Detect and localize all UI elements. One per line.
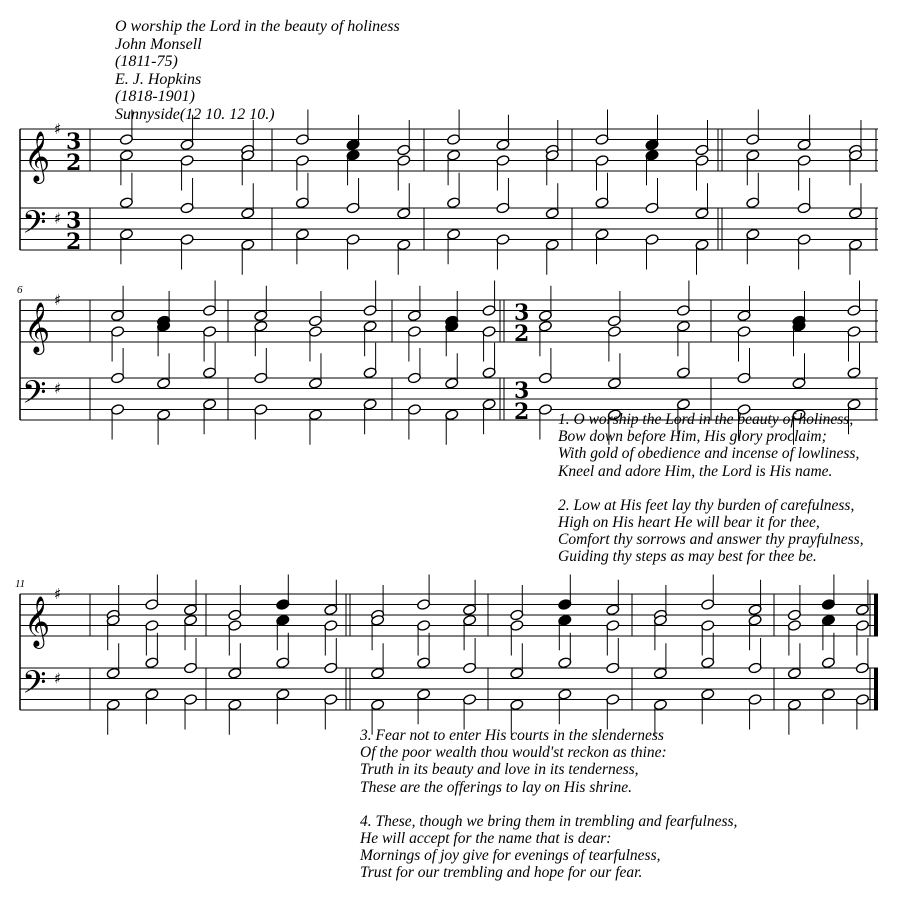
note-head bbox=[180, 155, 194, 167]
measure-number: 6 bbox=[17, 284, 23, 296]
note-head bbox=[183, 694, 197, 706]
note-head bbox=[701, 688, 715, 700]
note-head bbox=[417, 688, 431, 700]
note-head bbox=[407, 310, 421, 322]
note-head bbox=[797, 202, 811, 214]
note-head bbox=[203, 367, 217, 379]
note-head bbox=[558, 614, 572, 626]
author-name: John Monsell bbox=[115, 35, 202, 53]
note-head bbox=[855, 620, 869, 632]
note-head bbox=[346, 234, 360, 246]
measure-number: 11 bbox=[15, 578, 26, 590]
note-head bbox=[407, 326, 421, 338]
note-head bbox=[111, 372, 125, 384]
note-head bbox=[595, 134, 609, 146]
note-head bbox=[397, 155, 411, 167]
note-head bbox=[241, 207, 255, 219]
note-head bbox=[417, 599, 431, 611]
treble-clef-icon: 𝄞 bbox=[24, 302, 51, 353]
note-head bbox=[228, 620, 242, 632]
hymn-title: O worship the Lord in the beauty of holiness bbox=[115, 18, 400, 35]
sharp-icon: ♯ bbox=[54, 585, 62, 603]
note-head bbox=[228, 667, 242, 679]
note-head bbox=[447, 134, 461, 146]
note-head bbox=[119, 228, 133, 240]
note-head bbox=[308, 377, 322, 389]
note-head bbox=[737, 310, 751, 322]
note-head bbox=[496, 139, 510, 151]
note-head bbox=[276, 657, 290, 669]
note-head bbox=[821, 599, 835, 611]
note-head bbox=[228, 609, 242, 621]
note-head bbox=[145, 657, 159, 669]
note-head bbox=[545, 239, 559, 251]
note-head bbox=[106, 667, 120, 679]
note-head bbox=[676, 305, 690, 317]
note-head bbox=[676, 367, 690, 379]
note-head bbox=[821, 614, 835, 626]
note-head bbox=[371, 699, 385, 711]
note-head bbox=[746, 228, 760, 240]
note-head bbox=[855, 662, 869, 674]
note-head bbox=[695, 155, 709, 167]
note-head bbox=[119, 149, 133, 161]
note-head bbox=[183, 614, 197, 626]
note-head bbox=[111, 326, 125, 338]
note-head bbox=[417, 657, 431, 669]
sharp-icon: ♯ bbox=[54, 669, 62, 688]
note-head bbox=[324, 620, 338, 632]
note-head bbox=[145, 688, 159, 700]
note-head bbox=[203, 305, 217, 317]
composer-name: E. J. Hopkins bbox=[115, 70, 202, 88]
note-head bbox=[787, 699, 801, 711]
note-head bbox=[510, 620, 524, 632]
note-head bbox=[417, 620, 431, 632]
note-head bbox=[676, 320, 690, 332]
note-head bbox=[324, 604, 338, 616]
verse-line: Of the poor wealth thou would'st reckon as thine: bbox=[360, 744, 667, 762]
note-head bbox=[748, 662, 762, 674]
time-signature-top: 3 bbox=[514, 378, 530, 404]
note-head bbox=[371, 667, 385, 679]
note-head bbox=[558, 599, 572, 611]
note-head bbox=[746, 149, 760, 161]
note-head bbox=[737, 372, 751, 384]
time-signature-top: 3 bbox=[514, 300, 530, 326]
note-head bbox=[787, 620, 801, 632]
note-head bbox=[482, 367, 496, 379]
note-head bbox=[157, 377, 171, 389]
note-head bbox=[276, 599, 290, 611]
note-head bbox=[746, 134, 760, 146]
note-head bbox=[538, 320, 552, 332]
note-head bbox=[645, 149, 659, 161]
verse-line: High on His heart He will bear it for thee, bbox=[558, 514, 820, 532]
note-head bbox=[241, 239, 255, 251]
note-head bbox=[701, 599, 715, 611]
note-head bbox=[363, 398, 377, 410]
verse-line: 2. Low at His feet lay thy burden of carefulness, bbox=[558, 496, 855, 514]
note-head bbox=[254, 404, 268, 416]
note-head bbox=[606, 620, 620, 632]
sharp-icon: ♯ bbox=[54, 291, 62, 309]
verse-line: 1. O worship the Lord in the beauty of holiness, bbox=[558, 411, 854, 428]
note-head bbox=[482, 305, 496, 317]
note-head bbox=[254, 320, 268, 332]
note-head bbox=[748, 694, 762, 706]
note-head bbox=[787, 667, 801, 679]
note-head bbox=[606, 694, 620, 706]
time-signature-bottom: 2 bbox=[514, 399, 530, 425]
note-head bbox=[510, 609, 524, 621]
note-head bbox=[748, 604, 762, 616]
note-head bbox=[111, 310, 125, 322]
note-head bbox=[447, 197, 461, 209]
note-head bbox=[695, 207, 709, 219]
verse-block-3-4 bbox=[360, 727, 737, 882]
note-head bbox=[821, 657, 835, 669]
note-head bbox=[106, 699, 120, 711]
note-head bbox=[445, 409, 459, 421]
note-head bbox=[203, 326, 217, 338]
note-head bbox=[606, 662, 620, 674]
note-head bbox=[797, 139, 811, 151]
note-head bbox=[324, 662, 338, 674]
note-head bbox=[407, 404, 421, 416]
bass-clef-icon: 𝄢 bbox=[22, 374, 47, 418]
author-dates: (1811-75) bbox=[115, 53, 178, 70]
note-head bbox=[737, 326, 751, 338]
note-head bbox=[510, 699, 524, 711]
note-head bbox=[538, 404, 552, 416]
note-head bbox=[847, 305, 861, 317]
treble-clef-icon: 𝄞 bbox=[24, 596, 51, 647]
note-head bbox=[538, 310, 552, 322]
note-head bbox=[308, 315, 322, 327]
note-head bbox=[595, 155, 609, 167]
note-head bbox=[346, 202, 360, 214]
note-head bbox=[545, 207, 559, 219]
note-head bbox=[228, 699, 242, 711]
note-head bbox=[653, 667, 667, 679]
note-head bbox=[308, 326, 322, 338]
note-head bbox=[496, 234, 510, 246]
verse-line: Guiding thy steps as may best for thee be. bbox=[558, 548, 817, 566]
note-head bbox=[595, 228, 609, 240]
note-head bbox=[701, 620, 715, 632]
note-head bbox=[558, 688, 572, 700]
note-head bbox=[119, 134, 133, 146]
note-head bbox=[407, 372, 421, 384]
treble-clef-icon: 𝄞 bbox=[24, 131, 51, 182]
note-head bbox=[254, 310, 268, 322]
note-head bbox=[180, 139, 194, 151]
note-head bbox=[145, 599, 159, 611]
note-head bbox=[607, 326, 621, 338]
bass-clef-icon: 𝄢 bbox=[22, 204, 47, 248]
note-head bbox=[346, 139, 360, 151]
note-head bbox=[346, 149, 360, 161]
note-head bbox=[645, 202, 659, 214]
note-head bbox=[645, 234, 659, 246]
note-head bbox=[855, 604, 869, 616]
note-head bbox=[363, 320, 377, 332]
verse-line: 3. Fear not to enter His courts in the slenderness bbox=[360, 727, 664, 744]
note-head bbox=[111, 404, 125, 416]
note-head bbox=[847, 398, 861, 410]
verse-line: These are the offerings to lay on His shrine. bbox=[360, 778, 632, 796]
note-head bbox=[119, 197, 133, 209]
note-head bbox=[363, 367, 377, 379]
note-head bbox=[792, 377, 806, 389]
note-head bbox=[848, 239, 862, 251]
note-head bbox=[295, 197, 309, 209]
verse-line: Comfort thy sorrows and answer thy prayfulness, bbox=[558, 531, 864, 549]
note-head bbox=[183, 662, 197, 674]
sharp-icon: ♯ bbox=[54, 120, 62, 138]
note-head bbox=[308, 409, 322, 421]
note-head bbox=[645, 139, 659, 151]
note-head bbox=[653, 699, 667, 711]
note-head bbox=[606, 604, 620, 616]
note-head bbox=[797, 234, 811, 246]
time-signature-top: 3 bbox=[66, 208, 82, 234]
note-head bbox=[787, 609, 801, 621]
verse-line: Truth in its beauty and love in its tenderness, bbox=[360, 761, 639, 779]
tune-name: Sunnyside(12 10. 12 10.) bbox=[115, 105, 275, 123]
time-signature-bottom: 2 bbox=[514, 321, 530, 347]
bass-clef-icon: 𝄢 bbox=[22, 664, 47, 708]
note-head bbox=[746, 197, 760, 209]
note-head bbox=[848, 207, 862, 219]
note-head bbox=[203, 398, 217, 410]
verse-line: Kneel and adore Him, the Lord is His name. bbox=[558, 462, 833, 480]
note-head bbox=[447, 149, 461, 161]
note-head bbox=[145, 620, 159, 632]
note-head bbox=[482, 398, 496, 410]
note-head bbox=[595, 197, 609, 209]
verse-line: With gold of obedience and incense of lowliness, bbox=[558, 445, 860, 463]
composer-dates: (1818-1901) bbox=[115, 88, 195, 105]
note-head bbox=[463, 614, 477, 626]
note-head bbox=[607, 315, 621, 327]
sharp-icon: ♯ bbox=[54, 379, 62, 398]
note-head bbox=[324, 694, 338, 706]
note-head bbox=[821, 688, 835, 700]
note-head bbox=[397, 239, 411, 251]
verse-line: Bow down before Him, His glory proclaim; bbox=[558, 428, 827, 446]
note-head bbox=[463, 662, 477, 674]
note-head bbox=[445, 377, 459, 389]
note-head bbox=[180, 234, 194, 246]
note-head bbox=[447, 228, 461, 240]
note-head bbox=[157, 409, 171, 421]
note-head bbox=[463, 604, 477, 616]
note-head bbox=[748, 614, 762, 626]
note-head bbox=[797, 155, 811, 167]
note-head bbox=[847, 326, 861, 338]
note-head bbox=[276, 614, 290, 626]
note-head bbox=[254, 372, 268, 384]
note-head bbox=[276, 688, 290, 700]
note-head bbox=[482, 326, 496, 338]
note-head bbox=[558, 657, 572, 669]
time-signature-top: 3 bbox=[66, 129, 82, 155]
note-head bbox=[607, 377, 621, 389]
note-head bbox=[701, 657, 715, 669]
note-head bbox=[397, 144, 411, 156]
verse-block-1-2 bbox=[558, 411, 864, 566]
note-head bbox=[397, 207, 411, 219]
note-head bbox=[510, 667, 524, 679]
hymn-header bbox=[115, 18, 400, 123]
note-head bbox=[847, 367, 861, 379]
note-head bbox=[180, 202, 194, 214]
sharp-icon: ♯ bbox=[54, 209, 62, 228]
verse-line: He will accept for the name that is dear: bbox=[360, 830, 612, 848]
note-head bbox=[363, 305, 377, 317]
note-head bbox=[295, 228, 309, 240]
note-head bbox=[463, 694, 477, 706]
time-signature-bottom: 2 bbox=[66, 229, 82, 255]
verse-line: 4. These, though we bring them in trembling and fearfulness, bbox=[360, 812, 738, 830]
time-signature-bottom: 2 bbox=[66, 150, 82, 176]
verse-line: Trust for our trembling and hope for our fear. bbox=[360, 864, 643, 882]
note-head bbox=[695, 239, 709, 251]
note-head bbox=[855, 694, 869, 706]
note-head bbox=[183, 604, 197, 616]
note-head bbox=[695, 144, 709, 156]
note-head bbox=[295, 134, 309, 146]
note-head bbox=[496, 202, 510, 214]
verse-line: Mornings of joy give for evenings of tearfulness, bbox=[360, 847, 661, 865]
note-head bbox=[676, 398, 690, 410]
note-head bbox=[496, 155, 510, 167]
note-head bbox=[538, 372, 552, 384]
note-head bbox=[295, 155, 309, 167]
